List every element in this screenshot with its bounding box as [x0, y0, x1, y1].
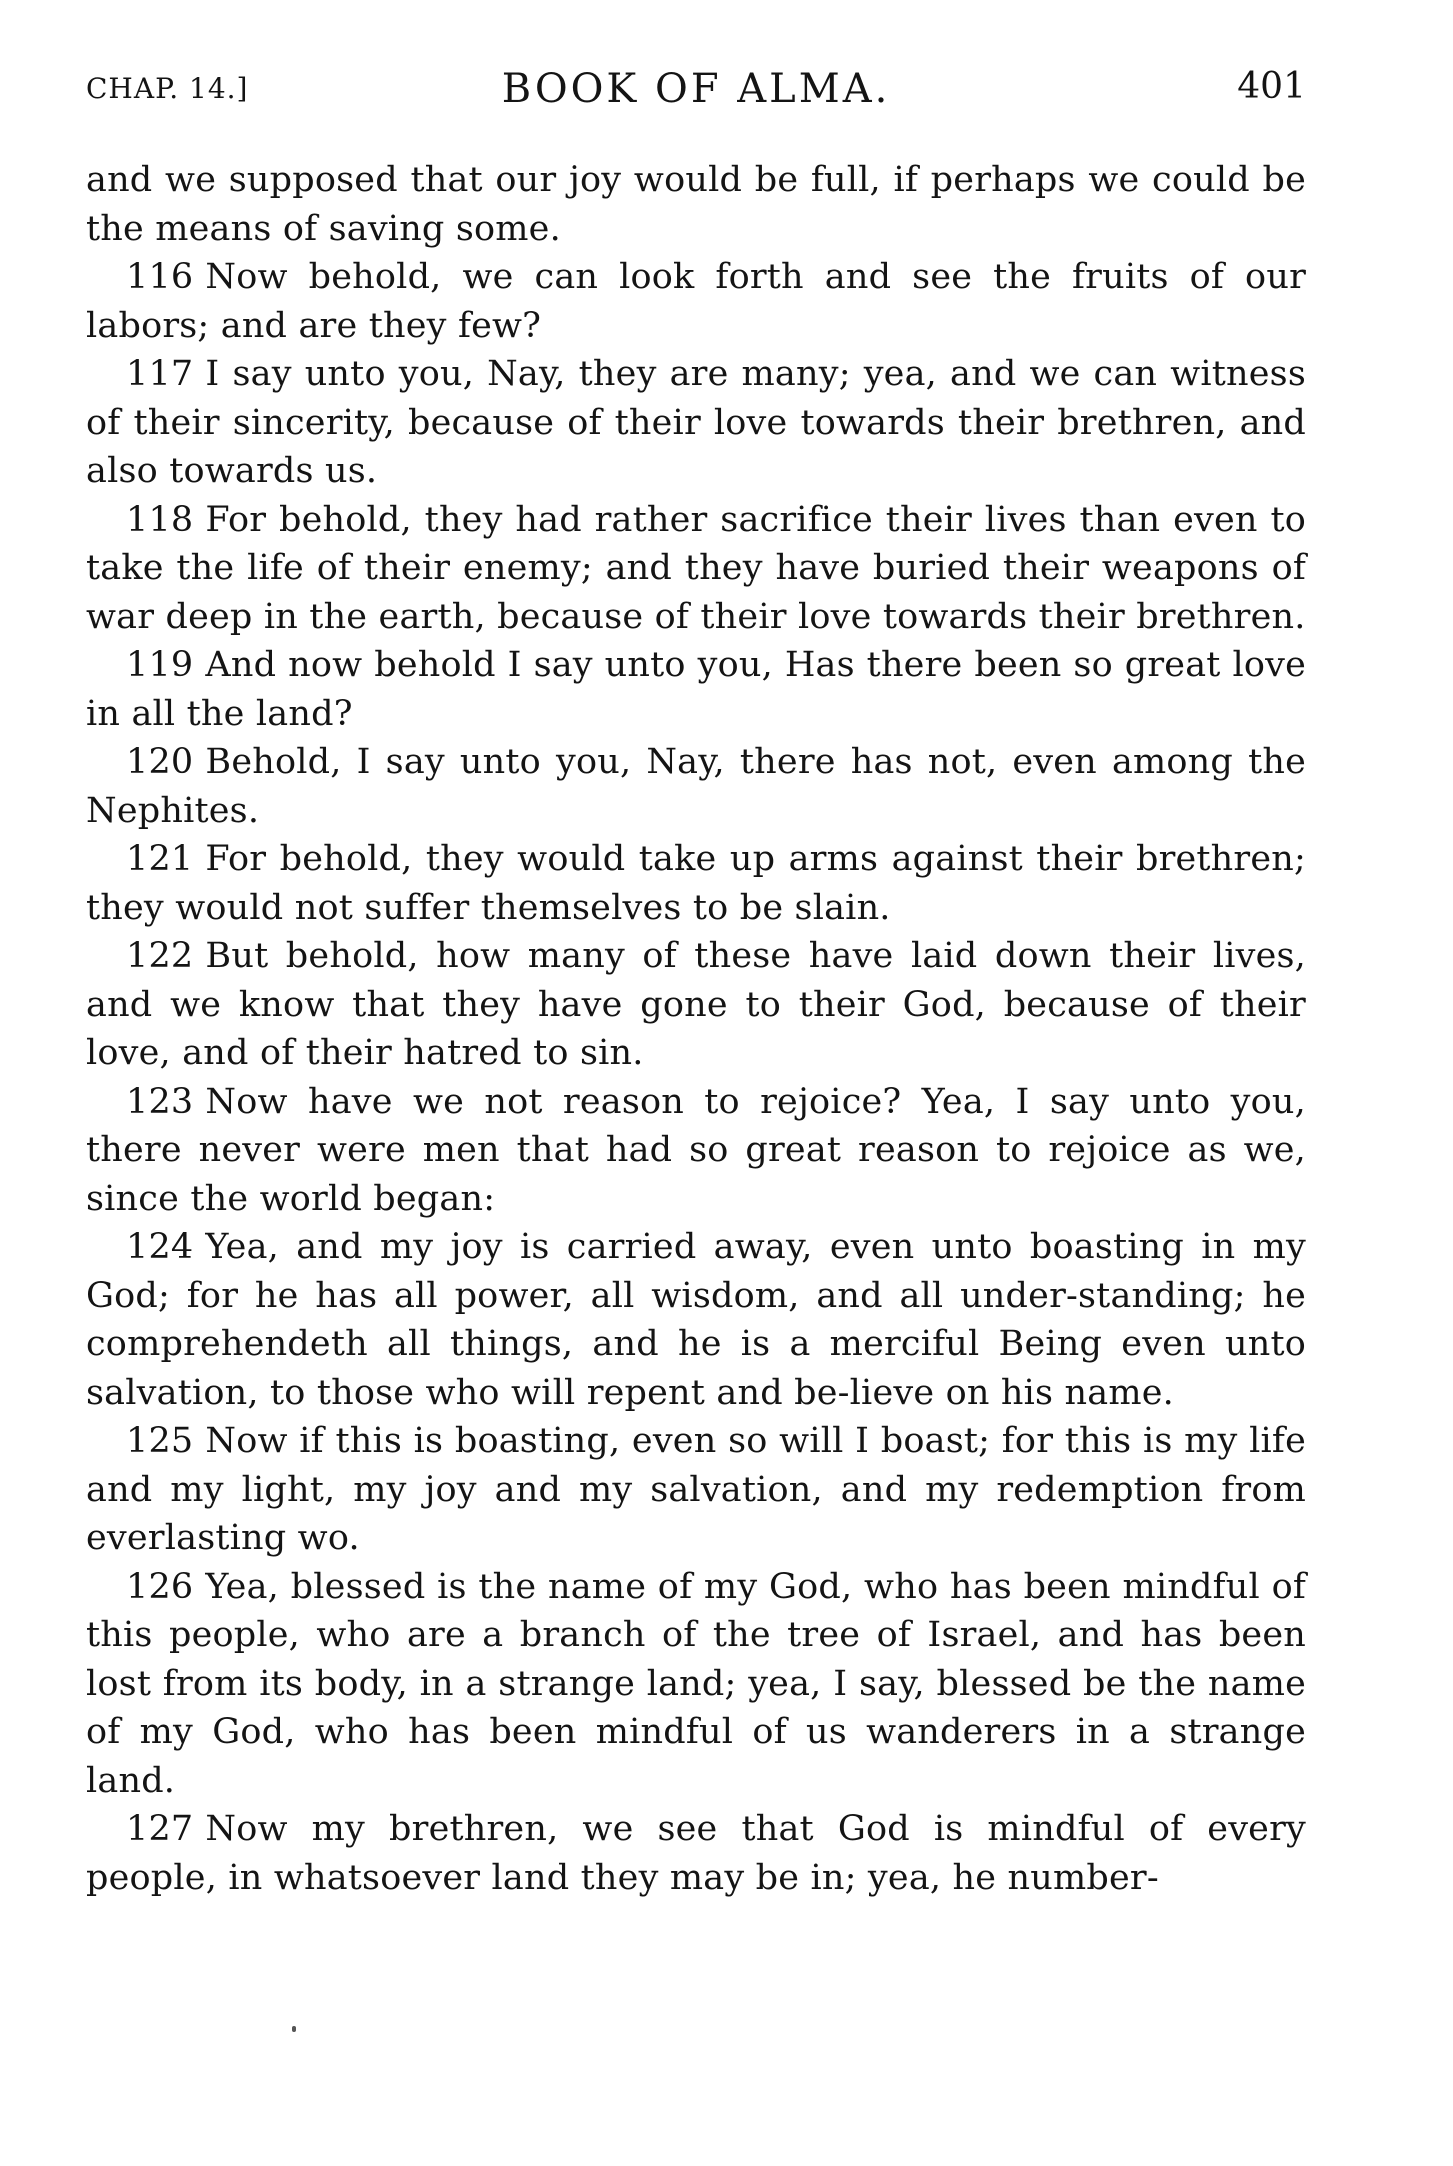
verse-126: [86, 1563, 1306, 1806]
verse-text: For behold, they would take up arms against their brethren; they would not suffer themselves to be slain.: [86, 839, 1306, 928]
verse-text: And now behold I say unto you, Has there been so great love in all the land?: [86, 645, 1306, 734]
verse-number: 119: [126, 645, 194, 685]
verse-text: For behold, they had rather sacrifice their lives than even to take the life of their enemy; and they have buried their weapons of war deep in the earth, because of their love towards their brethren.: [86, 499, 1306, 637]
verse-text: Now my brethren, we see that God is mindful of every people, in whatsoever land they may be in; yea, he number-: [86, 1809, 1306, 1898]
verse-number: 125: [126, 1421, 194, 1461]
verse-127: [86, 1805, 1306, 1902]
print-speck: [292, 2026, 296, 2032]
verse-text: Now have we not reason to rejoice? Yea, I say unto you, there never were men that had so great reason to rejoice as we, since the world began:: [86, 1081, 1306, 1219]
verse-122: [86, 932, 1306, 1078]
verse-number: 117: [126, 354, 194, 394]
book-page: [86, 58, 1306, 1902]
verse-text: Now behold, we can look forth and see the fruits of our labors; and are they few?: [86, 257, 1306, 346]
verse-121: [86, 835, 1306, 932]
book-title: BOOK OF ALMA.: [501, 66, 891, 112]
verse-text: I say unto you, Nay, they are many; yea, and we can witness of their sincerity, because of their love towards their brethren, and also towards us.: [86, 354, 1306, 491]
verse-123: [86, 1078, 1306, 1224]
running-header: [86, 58, 1306, 118]
chapter-label: CHAP. 14.]: [86, 72, 249, 105]
verse-124: [86, 1223, 1306, 1417]
verse-text: But behold, how many of these have laid down their lives, and we know that they have gone to their God, because of their love, and of their hatred to sin.: [86, 936, 1306, 1073]
verse-number: 126: [126, 1566, 194, 1607]
verse-number: 122: [126, 936, 194, 976]
verse-number: 116: [126, 257, 194, 297]
verse-number: 120: [126, 742, 194, 782]
continuation-paragraph: and we supposed that our joy would be full, if perhaps we could be the means of saving some.: [86, 160, 1306, 249]
verse-number: 118: [126, 499, 194, 540]
verse-number: 121: [126, 839, 194, 879]
verse-116: [86, 253, 1306, 350]
page-number: 401: [1237, 66, 1306, 107]
verse-120: [86, 738, 1306, 835]
verse-118: [86, 496, 1306, 642]
verse-number: 127: [126, 1809, 194, 1849]
verse-119: [86, 641, 1306, 738]
verse-text: Behold, I say unto you, Nay, there has not, even among the Nephites.: [86, 742, 1306, 831]
verse-text: Now if this is boasting, even so will I boast; for this is my life and my light, my joy and my salvation, and my redemption from everlasting wo.: [86, 1421, 1306, 1558]
verse-125: [86, 1417, 1306, 1563]
page-body: [86, 156, 1306, 1902]
verse-text: Yea, and my joy is carried away, even unto boasting in my God; for he has all power, all wisdom, and all under-standing; he comprehendeth all things, and he is a merciful Being even unto salvation, to those who will repent and be-lieve on his name.: [86, 1227, 1306, 1413]
verse-number: 124: [126, 1227, 194, 1267]
verse-number: 123: [126, 1081, 194, 1122]
verse-117: [86, 350, 1306, 496]
verse-text: Yea, blessed is the name of my God, who has been mindful of this people, who are a branch of the tree of Israel, and has been lost from its body, in a strange land; yea, I say, blessed be the name of my God, who has been mindful of us wanderers in a strange land.: [86, 1566, 1306, 1801]
